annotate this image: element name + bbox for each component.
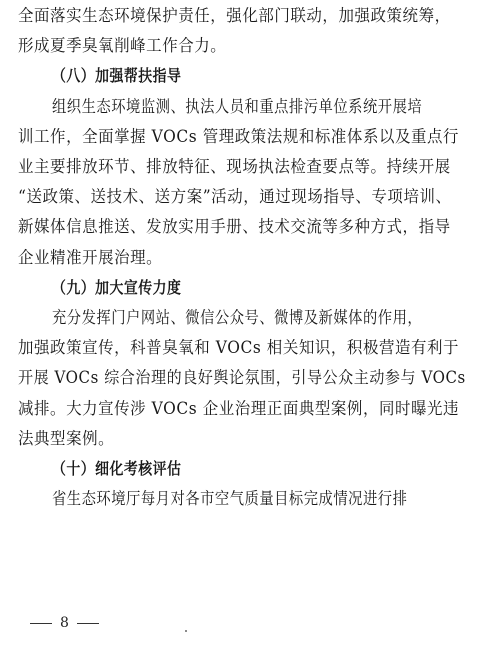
scan-speck (185, 630, 187, 632)
paragraph-line: 组织生态环境监测、执法人员和重点排污单位系统开展培 (52, 96, 423, 116)
section-heading-9: （九）加大宣传力度 (52, 277, 182, 297)
footer-dash-left (30, 623, 52, 624)
paragraph-line: 减排。大力宣传涉 VOCs 企业治理正面典型案例，同时曝光违 (18, 398, 460, 418)
page-footer (22, 614, 107, 632)
paragraph-line: 充分发挥门户网站、微信公众号、微博及新媒体的作用， (52, 308, 423, 327)
paragraph-line: 全面落实生态环境保护责任，强化部门联动，加强政策统筹， (18, 6, 451, 25)
paragraph-line: 业主要排放环节、排放特征、现场执法检查要点等。持续开展 (18, 157, 451, 176)
paragraph-line: 企业精准开展治理。 (18, 247, 163, 267)
paragraph-line: 法典型案例。 (18, 428, 115, 448)
page-number: 8 (60, 615, 69, 631)
paragraph-line: 新媒体信息推送、发放实用手册、技术交流等多种方式，指导 (18, 217, 451, 237)
footer-dash-right (77, 623, 99, 624)
section-heading-8: （八）加强帮扶指导 (52, 66, 182, 86)
section-heading-10: （十）细化考核评估 (52, 459, 182, 478)
paragraph-line: 开展 VOCs 综合治理的良好舆论氛围，引导公众主动参与 VOCs (18, 368, 466, 388)
paragraph-line: 形成夏季臭氧削峰工作合力。 (18, 36, 227, 56)
paragraph-line: “送政策、送技术、送方案”活动，通过现场指导、专项培训、 (18, 187, 452, 207)
paragraph-line: 省生态环境厅每月对各市空气质量目标完成情况进行排 (52, 489, 408, 509)
paragraph-line: 加强政策宣传，科普臭氧和 VOCs 相关知识，积极营造有利于 (18, 338, 460, 358)
paragraph-line: 训工作，全面掌握 VOCs 管理政策法规和标准体系以及重点行 (18, 126, 460, 146)
